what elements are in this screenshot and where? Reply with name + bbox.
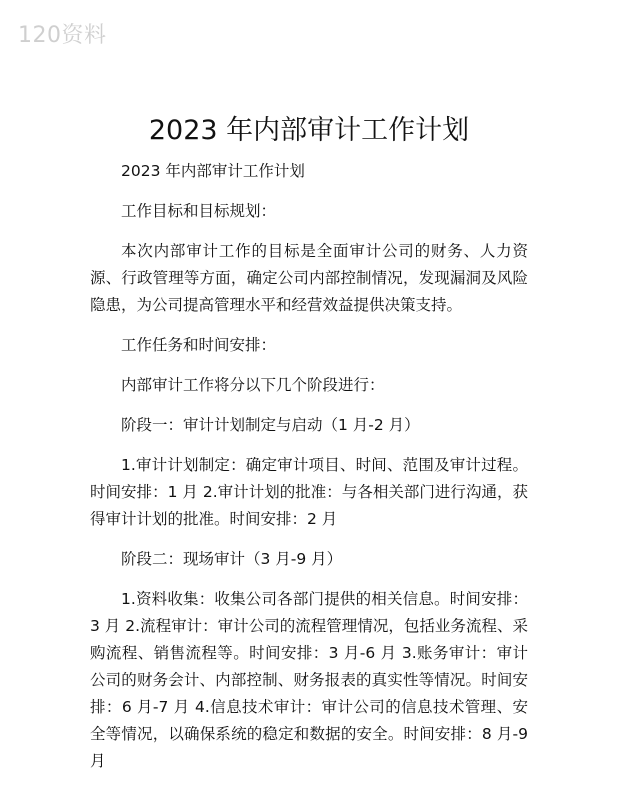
watermark-logo: 120资料 xyxy=(18,23,107,48)
paragraph-goals-text: 本次内部审计工作的目标是全面审计公司的财务、人力资源、行政管理等方面，确定公司内部控制情况，发现漏洞及风险隐患，为公司提高管理水平和经营效益提供决策支持。 xyxy=(90,242,528,314)
paragraph-stage-two-text: 1.资料收集：收集公司各部门提供的相关信息。时间安排：3 月 2.流程审计：审计公司的流程管理情况，包括业务流程、采购流程、销售流程等。时间安排：3 月-6 月 3.账务审计：审计公司的财务会计、内部控制、财务报表的真实性等情况。时间安排：6 月-7 月 4.信息技术审计：审计公司的信息技术管理、安全等情况，以确保系统的稳定和数据的安全。时间安排：8 月-9 月 xyxy=(90,590,528,770)
paragraph-stages-intro: 内部审计工作将分以下几个阶段进行： xyxy=(121,376,385,394)
paragraph-stage-two-heading: 阶段二：现场审计（3 月-9 月） xyxy=(121,550,343,568)
document-body xyxy=(90,158,528,788)
paragraph-stage-one-text: 1.审计计划制定：确定审计项目、时间、范围及审计过程。时间安排：1 月 2.审计计划的批准：与各相关部门进行沟通，获得审计计划的批准。时间安排：2 月 xyxy=(90,456,528,528)
paragraph-stage-one-heading: 阶段一：审计计划制定与启动（1 月-2 月） xyxy=(121,416,420,434)
paragraph-tasks-heading: 工作任务和时间安排： xyxy=(121,336,277,354)
paragraph-subtitle: 2023 年内部审计工作计划 xyxy=(121,162,305,180)
paragraph-goals-heading: 工作目标和目标规划： xyxy=(121,202,277,220)
document-title: 2023 年内部审计工作计划 xyxy=(148,115,470,146)
